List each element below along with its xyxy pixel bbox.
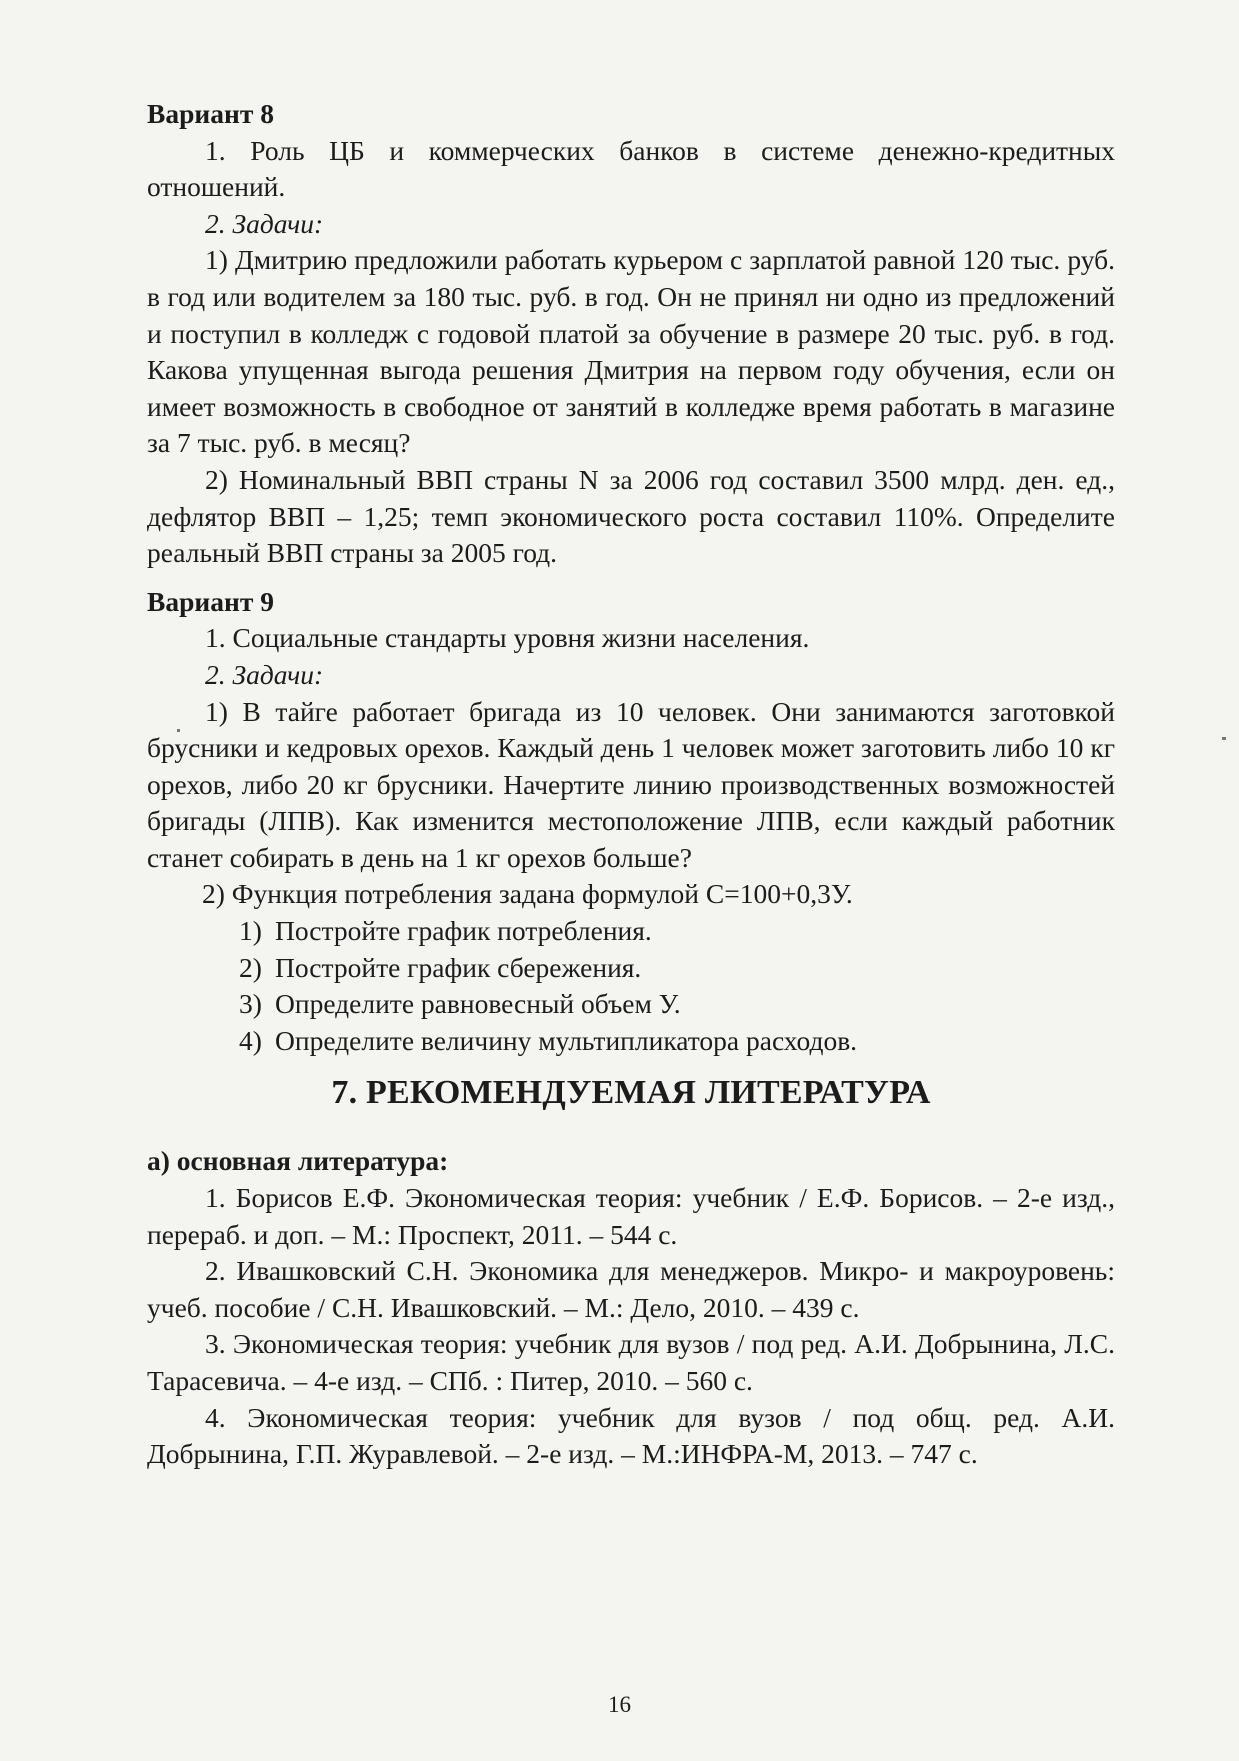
variant-9-question-1: 1. Социальные стандарты уровня жизни населения. [205,622,810,654]
variant-9-step: 3) Определите равновесный объем У. [239,988,681,1020]
literature-item: 4. Экономическая теория: учебник для вузов / под общ. ред. А.И. Добрынина, Г.П. Журавлевой. – 2-е изд. – М.:ИНФРА-М, 2013. – 747 с. [147,1401,1115,1470]
document-page [147,96,1115,1473]
variant-9-step: 2) Постройте график сбережения. [239,951,642,983]
literature-item: 2. Ивашковский С.Н. Экономика для менеджеров. Микро- и макроуровень: учеб. пособие / С.Н. Ивашковский. – М.: Дело, 2010. – 439 с. [147,1255,1115,1323]
variant-8-tasks-heading: 2. Задачи: [205,207,324,239]
literature-item: 3. Экономическая теория: учебник для вузов / под ред. А.И. Добрынина, Л.С. Тарасевича. – 4-е изд. – СПб. : Питер, 2010. – 560 с. [147,1328,1115,1396]
literature-section-title: 7. РЕКОМЕНДУЕМАЯ ЛИТЕРАТУРА [331,1074,931,1112]
variant-9-tasks-heading: 2. Задачи: [205,658,324,690]
variant-8-title: Вариант 8 [147,98,274,129]
variant-8-question-1: 1. Роль ЦБ и коммерческих банков в системе денежно-кредитных отношений. [147,134,1115,203]
variant-9-step: 1) Постройте график потребления. [239,915,652,947]
scan-speck [177,729,180,732]
variant-9-task-2: 2) Функция потребления задана формулой С=100+0,3У. [202,878,853,910]
variant-8-task-1: 1) Дмитрию предложили работать курьером с зарплатой равной 120 тыс. руб. в год или водителем за 180 тыс. руб. в год. Он не принял ни одно из предложений и поступил в колледж с годовой платой за обучение в размере 20 тыс. руб. в год. Какова упущенная выгода решения Дмитрия на первом году обучения, если он имеет возможность в свободное от занятий в колледже время работать в магазине за 7 тыс. руб. в месяц? [147,244,1115,459]
variant-8-task-2: 2) Номинальный ВВП страны N за 2006 год составил 3500 млрд. ден. ед., дефлятор ВВП – 1,25; темп экономического роста составил 110%. Определите реальный ВВП страны за 2005 год. [147,463,1115,569]
variant-9-step: 4) Определите величину мультипликатора расходов. [239,1024,858,1056]
literature-item: 1. Борисов Е.Ф. Экономическая теория: учебник / Е.Ф. Борисов. – 2-е изд., перераб. и доп. – М.: Проспект, 2011. – 544 с. [147,1182,1115,1250]
literature-subheading: а) основная литература: [147,1145,449,1177]
variant-9-task-1: 1) В тайге работает бригада из 10 человек. Они занимаются заготовкой брусники и кедровых орехов. Каждый день 1 человек может заготовить либо 10 кг орехов, либо 20 кг брусники. Начертите линию производственных возможностей бригады (ЛПВ). Как изменится местоположение ЛПВ, если каждый работник станет собирать в день на 1 кг орехов больше? [147,695,1115,873]
scan-speck [1222,737,1226,740]
variant-9-title: Вариант 9 [147,585,274,617]
page-number: 16 [608,1692,631,1717]
